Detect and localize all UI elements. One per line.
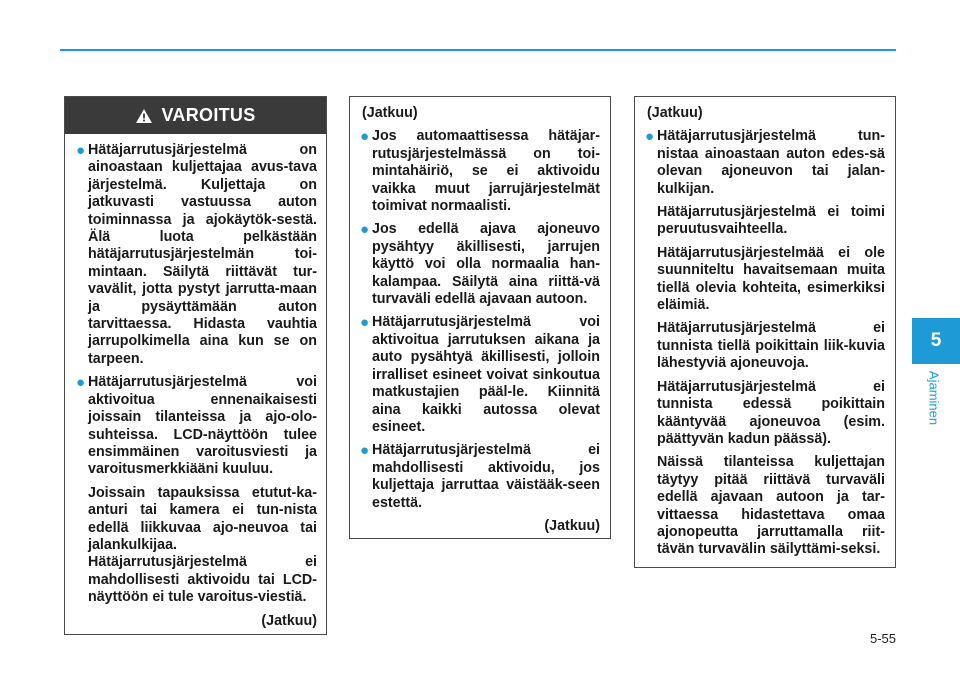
bullet-icon: ●	[360, 221, 370, 239]
paragraph: Hätäjarrutusjärjestelmä ei tunnista edessä poikittain kääntyvää ajoneuvoa (esim. päättyvän kadun päässä).	[657, 378, 885, 447]
paragraph: Joissain tapauksissa etutut-ka-anturi tai kamera ei tun-nista edellä liikkuvaa ajo-neuvoa tai jalankulkijaa. Hätäjarrutusjärjestelmä ei mahdollisesti aktivoidu tai LCD-näyttöön ei tule varoitus-viestiä.	[88, 484, 317, 606]
chapter-label: Ajaminen	[926, 370, 942, 426]
bullet-icon: ●	[360, 314, 370, 332]
bullet-item	[647, 128, 885, 198]
warning-triangle-icon	[135, 108, 153, 124]
bullet-icon: ●	[645, 128, 655, 146]
bullet-item	[362, 221, 600, 308]
item-text: Hätäjarrutusjärjestelmä on ainoastaan kuljettajaa avus-tava järjestelmä. Kuljettaja on jatkuvasti vastuussa auton toiminnassa ja ajokäytök-sestä. Älä luota pelkästään hätäjarrutusjärjestelmän toi-mintaan. Säilytä riittävät tur-vavälit, jotta pystyt jarrutta-maan ja pysäyttämään auton tarvittaessa. Hidasta vauhtia jarrupolkimella aina kun se on tarpeen.	[88, 142, 317, 367]
paragraph: Hätäjarrutusjärjestelmää ei ole suunniteltu havaitsemaan muita tiellä olevia kohteita, esimerkiksi eläimiä.	[657, 244, 885, 314]
continued-label: (Jatkuu)	[544, 517, 600, 534]
continued-heading: (Jatkuu)	[647, 105, 703, 121]
item-text: Hätäjarrutusjärjestelmä tun-nistaa ainoastaan auton edes-sä olevan ajoneuvon tai jalan-kulkijan.	[657, 128, 885, 197]
bullet-item	[78, 142, 317, 368]
bullet-icon: ●	[76, 374, 86, 392]
page-number: 5-55	[869, 631, 896, 646]
bullet-item	[362, 442, 600, 512]
continued-label: (Jatkuu)	[261, 612, 317, 629]
paragraph: Näissä tilanteissa kuljettajan täytyy pitää riittävä turvaväli edellä ajavaan autoon ja tar-vittaessa hidastettava omaa ajonopeutta jarruttamalla riit-tävän turvavälin säilyttämi-seksi.	[657, 454, 885, 558]
item-text: Hätäjarrutusjärjestelmä ei mahdollisesti aktivoidu, jos kuljettaja jarruttaa väistääk-seen estettä.	[372, 442, 600, 511]
bullet-icon: ●	[360, 128, 370, 146]
bullet-icon: ●	[360, 442, 370, 460]
bullet-item	[78, 374, 317, 478]
content-box-2	[349, 96, 611, 539]
paragraph: Hätäjarrutusjärjestelmä ei tunnista tiellä poikittain liik-kuvia lähestyviä ajoneuvoja.	[657, 320, 885, 372]
item-text: Jos edellä ajava ajoneuvo pysähtyy äkillisesti, jarrujen käyttö voi olla normaalia han-kalampaa. Säilytä aina riittä-vä turvaväli edellä ajavaan autoon.	[372, 221, 600, 308]
warning-title: VAROITUS	[161, 104, 256, 125]
bullet-item	[362, 314, 600, 436]
content-box-3	[634, 96, 896, 568]
warning-header	[65, 97, 326, 134]
continued-heading: (Jatkuu)	[362, 105, 418, 121]
header-rule	[60, 49, 896, 51]
chapter-tab: 5	[912, 318, 960, 364]
paragraph: Hätäjarrutusjärjestelmä ei toimi peruutusvaihteella.	[657, 204, 885, 238]
item-text: Hätäjarrutusjärjestelmä voi aktivoitua ennenaikaisesti joissain tilanteissa ja ajo-olo-suhteissa. LCD-näyttöön tulee ensimmäinen varoitusviesti ja varoitusmerkkiääni kuuluu.	[88, 374, 317, 478]
warning-box	[64, 96, 327, 635]
bullet-item	[362, 128, 600, 215]
warning-body	[65, 134, 326, 630]
bullet-icon: ●	[76, 142, 86, 159]
item-text: Hätäjarrutusjärjestelmä voi aktivoitua jarrutuksen aikana ja auto pysähtyä äkillisesti, jolloin irralliset esineet voivat sinkoutua matkustajien pääl-le. Kiinnitä aina kaikki autossa olevat esineet.	[372, 314, 600, 435]
item-text: Jos automaattisessa hätäjar-rutusjärjestelmässä on toi-mintahäiriö, se ei aktivoidu vaikka muut jarrujärjestelmät toimivat normaalisti.	[372, 128, 600, 215]
